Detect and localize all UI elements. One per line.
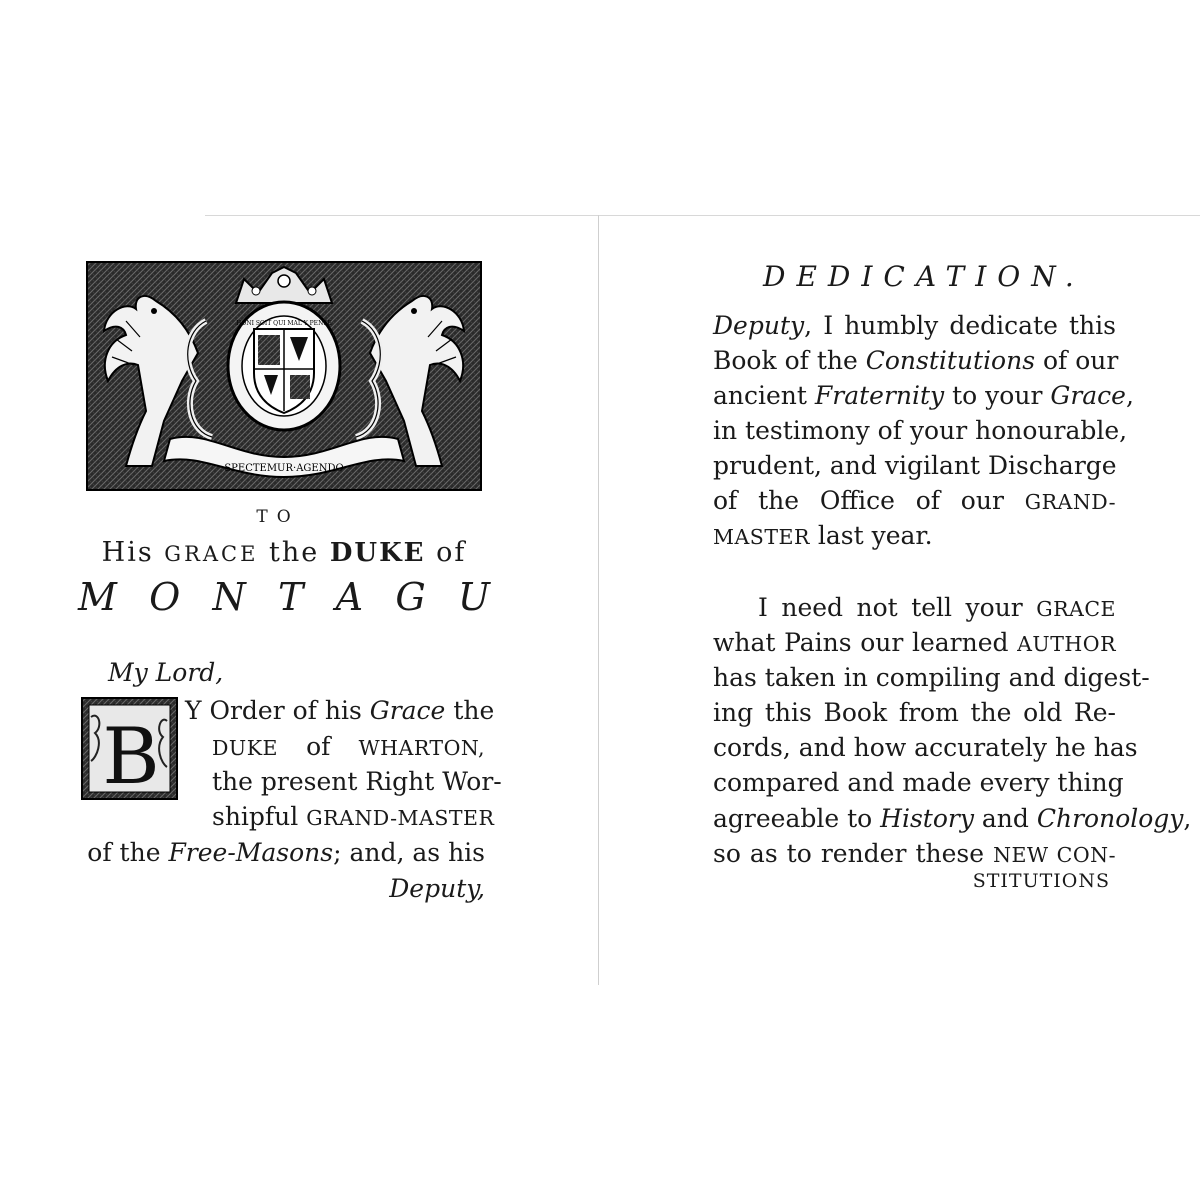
montagu-letter: M bbox=[78, 575, 117, 619]
body-line-5 bbox=[82, 835, 485, 870]
right-page bbox=[713, 215, 1192, 985]
catchword-left bbox=[212, 871, 485, 906]
to-line: TO bbox=[256, 507, 300, 527]
his-word: His bbox=[101, 537, 154, 568]
body-text: cords, and how accurately he has bbox=[713, 733, 1138, 762]
body-italic: Fraternity bbox=[814, 381, 945, 410]
of-word: of bbox=[436, 537, 467, 568]
montagu-letter: N bbox=[212, 575, 246, 619]
right-body-line bbox=[713, 378, 1134, 413]
right-body-line bbox=[713, 308, 1116, 343]
right-body-line bbox=[713, 518, 1116, 555]
right-body-line bbox=[713, 765, 1124, 800]
duke-word: DUKE bbox=[329, 538, 426, 568]
montagu-title bbox=[78, 575, 490, 619]
body-text: prudent, and vigilant Discharge bbox=[713, 451, 1117, 480]
body-text: of bbox=[306, 732, 331, 761]
body-text: Book of the bbox=[713, 346, 866, 375]
body-italic: Deputy, bbox=[389, 874, 485, 903]
body-text: I need not tell your bbox=[758, 593, 1037, 622]
body-italic: Deputy bbox=[713, 311, 805, 340]
montagu-letter: G bbox=[395, 575, 426, 619]
right-body-line bbox=[713, 695, 1116, 730]
salutation: My Lord, bbox=[108, 658, 224, 687]
body-text: ; and, as his bbox=[333, 838, 485, 867]
catchword-right: STITUTIONS bbox=[972, 870, 1110, 892]
right-body-line bbox=[713, 343, 1119, 378]
body-text: what Pains our learned bbox=[713, 628, 1018, 657]
body-italic: Free-Masons bbox=[168, 838, 334, 867]
the-word: the bbox=[269, 537, 320, 568]
body-small-caps: GRACE bbox=[1036, 597, 1116, 621]
body-text: shipful bbox=[212, 802, 299, 831]
body-text: has taken in compiling and digest- bbox=[713, 663, 1150, 692]
body-text: , I humbly dedicate this bbox=[804, 311, 1116, 340]
body-italic: History bbox=[880, 804, 974, 833]
body-italic: Grace bbox=[1050, 381, 1126, 410]
body-text: agreeable to bbox=[713, 804, 881, 833]
book-gutter bbox=[598, 215, 599, 985]
body-line-4 bbox=[212, 799, 495, 836]
body-small-caps: GRAND- bbox=[1024, 490, 1116, 514]
body-line-3 bbox=[212, 764, 502, 799]
right-body-line bbox=[713, 483, 1116, 520]
right-body-line bbox=[758, 590, 1116, 627]
body-text: the present Right Wor- bbox=[212, 767, 502, 796]
body-line-2 bbox=[212, 729, 485, 766]
body-text: , bbox=[1125, 381, 1134, 410]
garter-motto: HONI SOIT QUI MAL Y PENSE bbox=[236, 320, 332, 327]
body-small-caps: WHARTON, bbox=[358, 736, 486, 760]
drop-cap-letter: B bbox=[102, 712, 160, 800]
right-body-line bbox=[713, 660, 1150, 695]
montagu-letter: U bbox=[457, 575, 490, 619]
body-text: of the Office of our bbox=[713, 486, 1025, 515]
body-italic: Constitutions bbox=[865, 346, 1036, 375]
body-small-caps: NEW CON- bbox=[993, 843, 1116, 867]
body-small-caps: DUKE bbox=[212, 736, 278, 760]
drop-cap-initial bbox=[81, 697, 178, 800]
body-text: of the bbox=[87, 838, 161, 867]
montagu-letter: T bbox=[278, 575, 304, 619]
right-body-line bbox=[713, 413, 1128, 448]
running-head: DEDICATION. bbox=[763, 260, 1085, 293]
body-text: of our bbox=[1035, 346, 1119, 375]
body-text: Y Order of his bbox=[185, 696, 362, 725]
body-line-1 bbox=[185, 693, 495, 728]
body-text: in testimony of your honourable, bbox=[713, 416, 1128, 445]
right-body-line bbox=[713, 836, 1116, 873]
grace-word: GRACE bbox=[164, 542, 259, 566]
right-body-line bbox=[713, 801, 1192, 836]
montagu-letter: O bbox=[149, 575, 181, 619]
body-text: , bbox=[1183, 804, 1192, 833]
body-small-caps: AUTHOR bbox=[1017, 632, 1116, 656]
left-page bbox=[78, 215, 502, 985]
right-body-line bbox=[713, 625, 1116, 662]
dedicatee-line bbox=[78, 537, 490, 568]
crest-motto: SPECTEMUR·AGENDO bbox=[224, 463, 344, 474]
right-body-line bbox=[713, 730, 1138, 765]
right-body-line bbox=[713, 448, 1116, 483]
coat-of-arms-engraving bbox=[86, 261, 482, 491]
body-text: the bbox=[453, 696, 495, 725]
montagu-letter: A bbox=[335, 575, 364, 619]
body-italic: Chronology bbox=[1036, 804, 1184, 833]
body-text: ancient bbox=[713, 381, 815, 410]
body-text: so as to render these bbox=[713, 839, 994, 868]
body-italic: Grace bbox=[369, 696, 446, 725]
body-text: compared and made every thing bbox=[713, 768, 1124, 797]
body-small-caps: GRAND-MASTER bbox=[306, 806, 495, 830]
book-spread bbox=[0, 215, 1200, 985]
body-text: last year. bbox=[809, 521, 933, 550]
body-text: and bbox=[973, 804, 1037, 833]
body-small-caps: MASTER bbox=[713, 525, 810, 549]
body-text: ing this Book from the old Re- bbox=[713, 698, 1116, 727]
body-text: to your bbox=[944, 381, 1051, 410]
